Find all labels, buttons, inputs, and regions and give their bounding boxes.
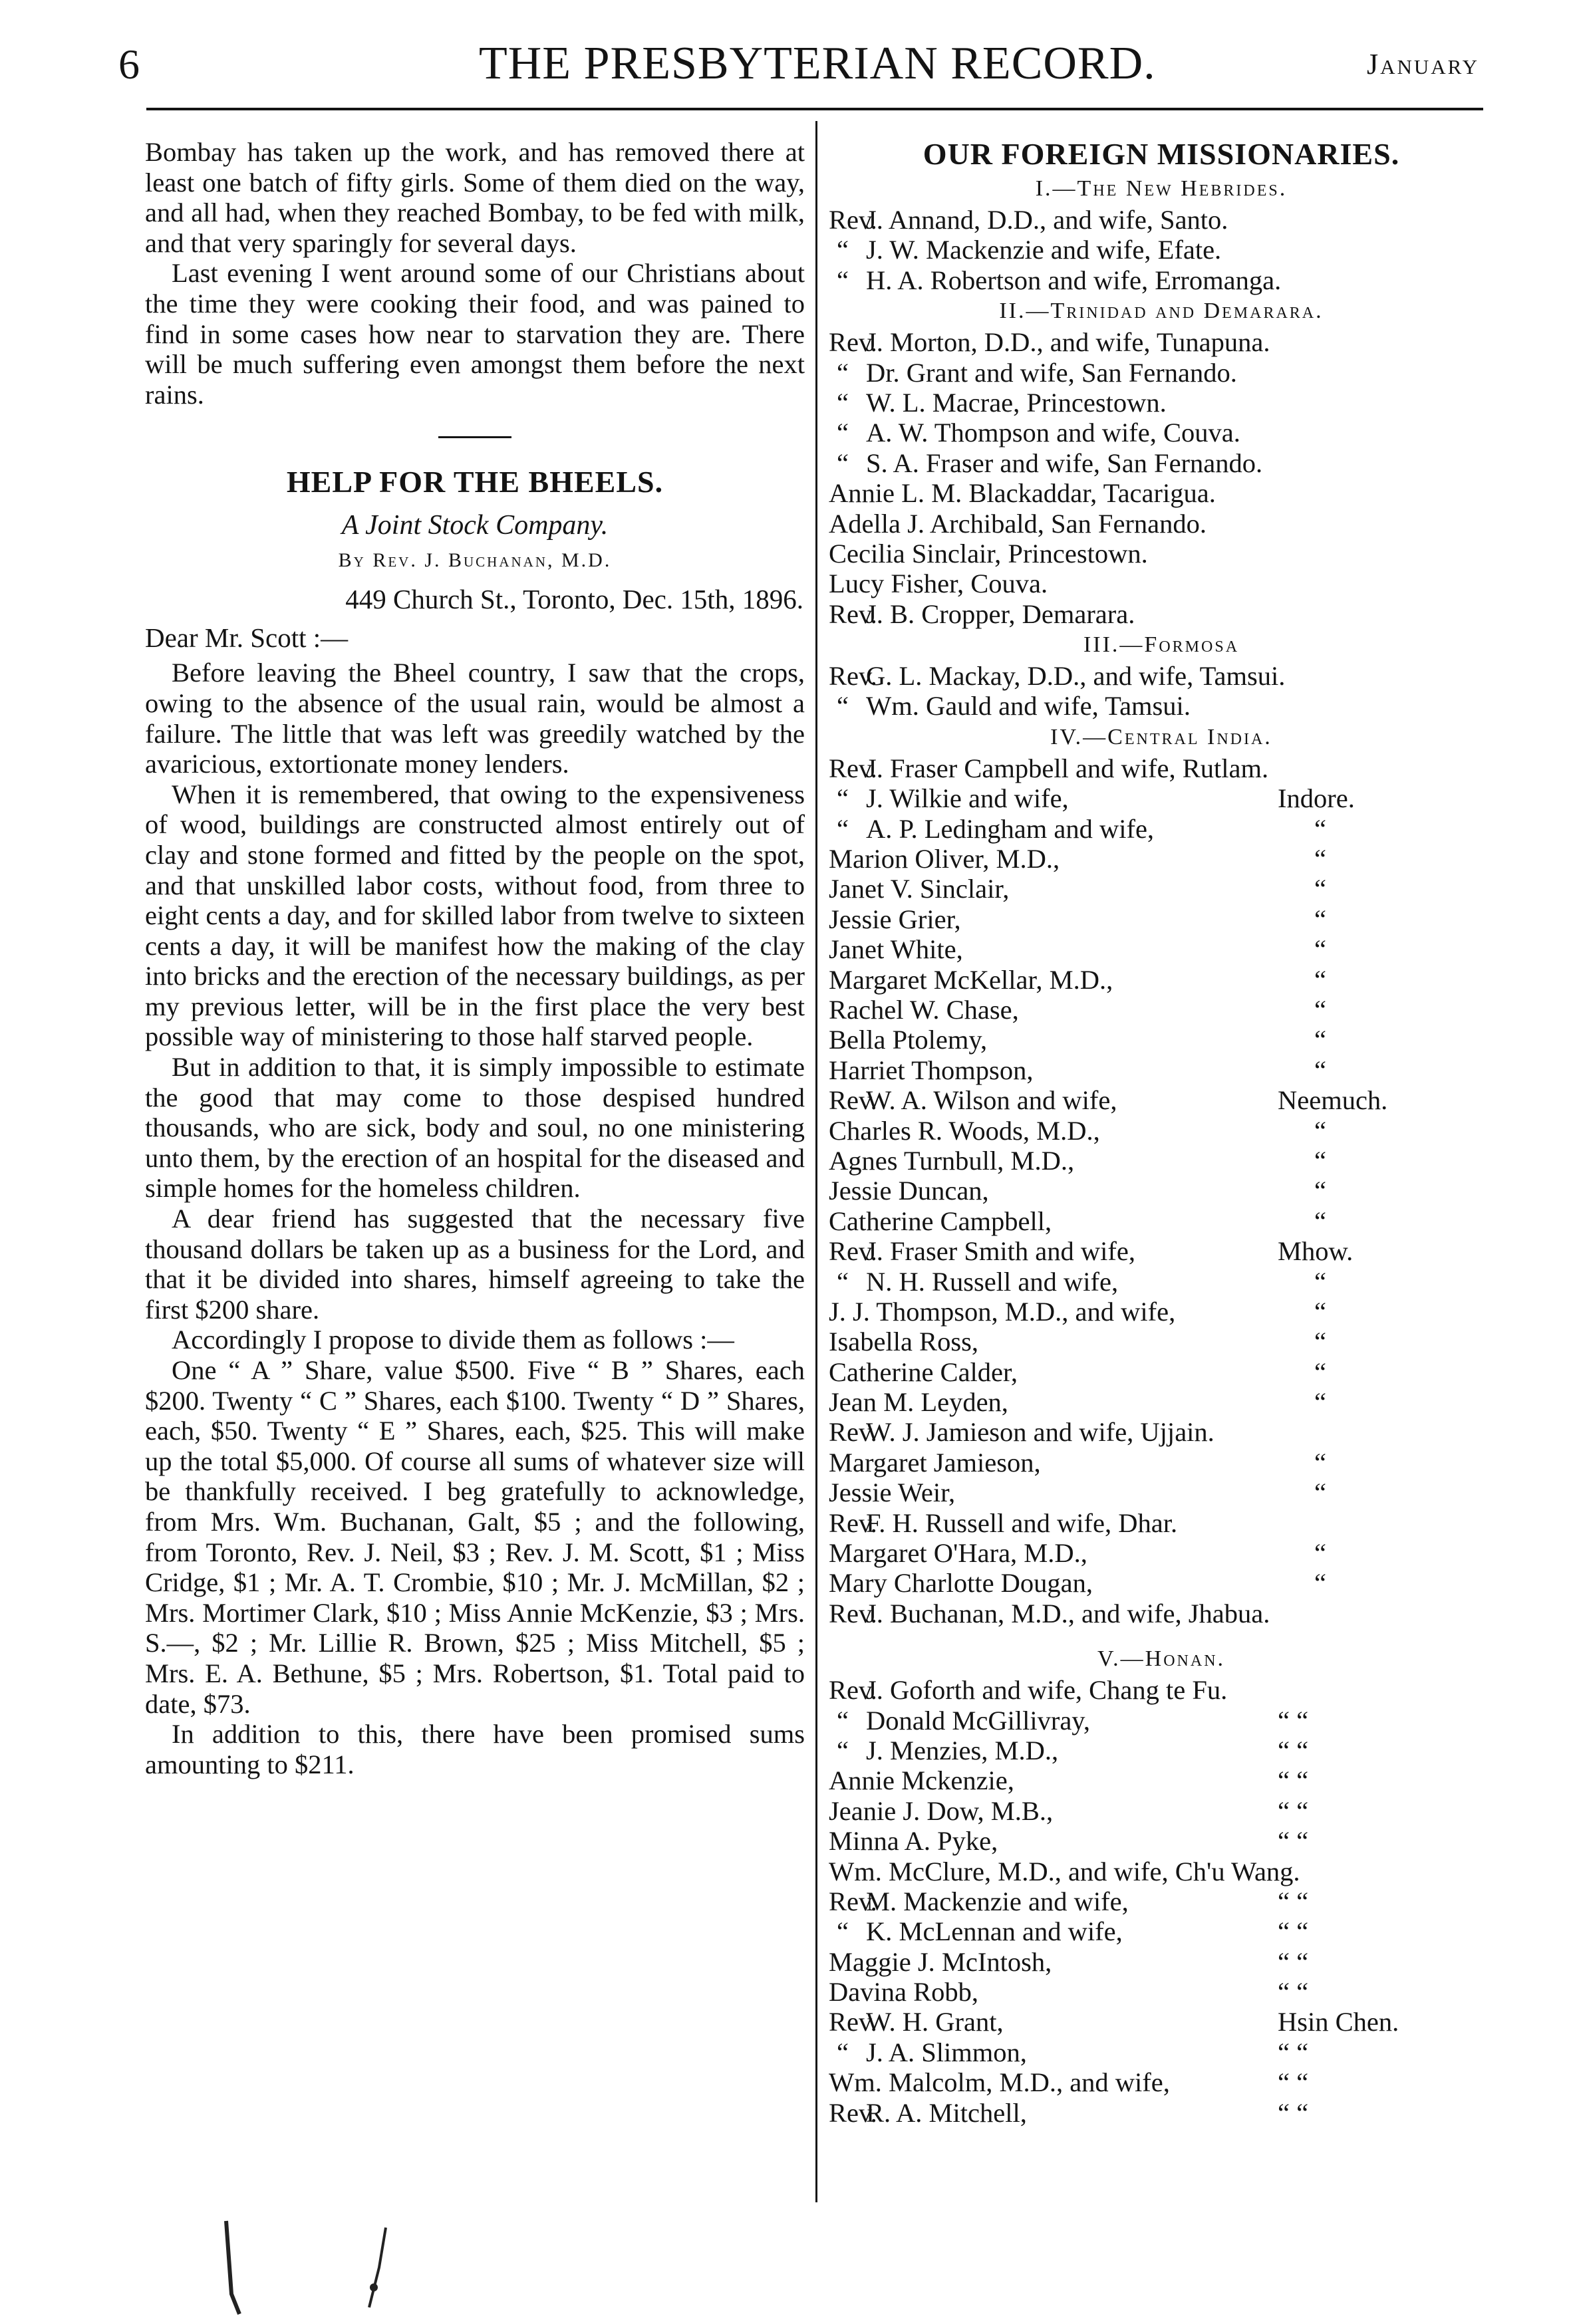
entry-location: “ “ xyxy=(1278,1977,1309,2007)
entry-prefix: “ xyxy=(837,448,849,478)
region-heading: III.—Formosa xyxy=(1083,632,1240,658)
entry-location: “ “ xyxy=(1278,2097,1309,2128)
entry-name: J. Fraser Smith and wife, xyxy=(866,1236,1135,1267)
missionary-regions xyxy=(829,174,1494,2128)
entry-location: “ “ xyxy=(1278,1946,1309,1977)
running-title: THE PRESBYTERIAN RECORD. xyxy=(479,38,1156,89)
missionary-entry xyxy=(829,1448,1494,1478)
entry-location: Mhow. xyxy=(1278,1236,1354,1267)
entry-prefix: “ xyxy=(837,1266,849,1297)
missionary-entry xyxy=(829,1796,1494,1826)
region-heading: V.—Honan. xyxy=(1097,1646,1226,1672)
entry-prefix: Rev. xyxy=(829,1236,877,1267)
entry-prefix: “ xyxy=(837,387,849,418)
entry-location: “ xyxy=(1314,1478,1326,1508)
missionary-entry xyxy=(829,205,1494,235)
entry-name: J. Wilkie and wife, xyxy=(866,783,1069,814)
missionary-entry xyxy=(829,2098,1494,2128)
missionary-entry xyxy=(829,235,1494,265)
page-number: 6 xyxy=(118,41,140,88)
entry-location: “ xyxy=(1314,813,1326,844)
article-paragraph: But in addition to that, it is simply impossible to estimate the good that may come to those despised hundred thousands, who are sick, body and soul, no one ministering unto them, by the erection of an hospital for the diseased and simple homes for the homeless children. xyxy=(145,1052,805,1204)
entry-location: “ “ xyxy=(1278,1886,1309,1916)
entry-prefix: “ xyxy=(837,1735,849,1765)
entry-prefix: Rev. xyxy=(829,753,877,783)
entry-location: “ “ xyxy=(1278,1735,1309,1765)
missionary-entry xyxy=(829,1146,1494,1176)
entry-name: Rachel W. Chase, xyxy=(829,994,1019,1025)
entry-prefix: Rev. xyxy=(829,2097,877,2128)
entry-prefix: “ xyxy=(837,357,849,388)
entry-location: “ xyxy=(1314,1055,1326,1085)
entry-name: A. W. Thompson and wife, Couva. xyxy=(866,418,1240,448)
missionary-entry xyxy=(829,448,1494,478)
missionary-entry xyxy=(829,1675,1494,1705)
missionary-entry xyxy=(829,1947,1494,1977)
entry-name: S. A. Fraser and wife, San Fernando. xyxy=(866,448,1263,478)
entry-prefix: Rev. xyxy=(829,1886,877,1916)
entry-name: Cecilia Sinclair, Princestown. xyxy=(829,538,1148,569)
entry-name: W. H. Grant, xyxy=(866,2007,1004,2037)
entry-name: J. Annand, D.D., and wife, Santo. xyxy=(866,205,1228,235)
entry-name: A. P. Ledingham and wife, xyxy=(866,813,1155,844)
missionary-entry xyxy=(829,1025,1494,1055)
missionary-entry xyxy=(829,2037,1494,2067)
entry-name: Lucy Fisher, Couva. xyxy=(829,569,1048,599)
missionary-entry xyxy=(829,934,1494,964)
intro-paragraph: Last evening I went around some of our Christians about the time they were cooking their food, and was pained to find in some cases how near to starvation they are. There will be much suffering even amongst them before the next rains. xyxy=(145,258,805,410)
entry-name: J. Buchanan, M.D., and wife, Jhabua. xyxy=(866,1598,1270,1628)
entry-name: G. L. Mackay, D.D., and wife, Tamsui. xyxy=(866,661,1286,692)
entry-location: “ xyxy=(1314,1176,1326,1206)
missionary-entry xyxy=(829,783,1494,813)
entry-name: Janet V. Sinclair, xyxy=(829,874,1010,904)
entry-name: Mary Charlotte Dougan, xyxy=(829,1568,1093,1599)
entry-prefix: “ xyxy=(837,235,849,265)
entry-name: R. A. Mitchell, xyxy=(866,2097,1027,2128)
article-paragraph: Before leaving the Bheel country, I saw that the crops, owing to the absence of the usual rain, would be almost a failure. The little that was left was greedily watched by the avaricious, extortionate money lenders. xyxy=(145,658,805,779)
entry-name: Adella J. Archibald, San Fernando. xyxy=(829,508,1207,539)
article-subtitle: A Joint Stock Company. xyxy=(341,510,609,541)
missionary-entry xyxy=(829,1886,1494,1916)
entry-name: Annie Mckenzie, xyxy=(829,1765,1014,1796)
entry-location: “ xyxy=(1314,1115,1326,1146)
entry-location: “ xyxy=(1314,1568,1326,1599)
entry-location: “ xyxy=(1314,1327,1326,1357)
entry-location: “ xyxy=(1314,994,1326,1025)
entry-name: K. McLennan and wife, xyxy=(866,1916,1123,1947)
entry-location: “ xyxy=(1314,904,1326,934)
entry-prefix: “ xyxy=(837,1916,849,1947)
entry-location: “ xyxy=(1314,1206,1326,1236)
entry-prefix: Rev. xyxy=(829,1417,877,1448)
entry-name: Janet White, xyxy=(829,934,963,965)
entry-name: Minna A. Pyke, xyxy=(829,1826,998,1857)
entry-location: “ xyxy=(1314,934,1326,965)
letter-salutation: Dear Mr. Scott :— xyxy=(145,622,349,654)
article-paragraph: Accordingly I propose to divide them as follows :— xyxy=(172,1325,734,1355)
entry-name: Jessie Grier, xyxy=(829,904,961,934)
entry-name: Harriet Thompson, xyxy=(829,1055,1034,1085)
article-byline: By Rev. J. Buchanan, M.D. xyxy=(338,549,612,572)
article-paragraph: One “ A ” Share, value $500. Five “ B ” Shares, each $200. Twenty “ C ” Shares, each $100. Twenty “ D ” Shares, each, $50. Twenty “ E ” Shares, each, $25. This will make up the total $5,000. Of course all sums of whatever size will be thankfully received. I beg gratefully to acknowledge, from Mrs. Wm. Buchanan, Galt, $5 ; and the following, from Toronto, Rev. J. Neil, $3 ; Rev. J. M. Scott, $1 ; Miss Cridge, $1 ; Mr. A. T. Crombie, $10 ; Mr. J. McMillan, $2 ; Mrs. Mortimer Clark, $10 ; Miss Annie McKenzie, $3 ; Mrs. S.—, $2 ; Mr. Lillie R. Brown, $25 ; Miss Mitchell, $5 ; Mrs. E. A. Bethune, $5 ; Mrs. Robertson, $1. Total paid to date, $73. xyxy=(145,1355,805,1719)
entry-name: Bella Ptolemy, xyxy=(829,1025,988,1055)
missionary-entry xyxy=(829,1206,1494,1236)
entry-name: J. J. Thompson, M.D., and wife, xyxy=(829,1296,1176,1327)
entry-location: “ xyxy=(1314,1447,1326,1478)
entry-location: Indore. xyxy=(1278,783,1355,814)
entry-location: “ xyxy=(1314,964,1326,995)
pencil-mark-icon xyxy=(219,2214,499,2321)
entry-location: “ “ xyxy=(1278,1765,1309,1796)
article-paragraph: In addition to this, there have been promised sums amounting to $211. xyxy=(145,1719,805,1779)
entry-location: “ xyxy=(1314,1266,1326,1297)
entry-prefix: Rev. xyxy=(829,205,877,235)
missionary-entry xyxy=(829,1478,1494,1507)
article-paragraph: When it is remembered, that owing to the expensiveness of wood, buildings are constructed almost entirely out of clay and stone formed and fitted by the people on the spot, and that unskilled labor costs, without food, from three to eight cents a day, and for skilled labor from twelve to sixteen cents a day, it will be manifest how the making of the clay into bricks and the erection of the necessary buildings, as per my previous letter, will be in the first place the very best possible way of ministering to those half starved people. xyxy=(145,779,805,1052)
entry-location: “ xyxy=(1314,1538,1326,1569)
missionary-entry xyxy=(829,844,1494,874)
right-column xyxy=(829,137,1494,2128)
missionary-entry xyxy=(829,1857,1494,1886)
entry-name: Margaret McKellar, M.D., xyxy=(829,964,1113,995)
left-column xyxy=(145,137,805,1779)
missionary-entry xyxy=(829,1599,1494,1628)
missionary-entry xyxy=(829,2067,1494,2097)
entry-prefix: “ xyxy=(837,418,849,448)
entry-name: Catherine Calder, xyxy=(829,1356,1018,1387)
entry-name: J. Morton, D.D., and wife, Tunapuna. xyxy=(866,327,1270,358)
missionary-entry xyxy=(829,569,1494,598)
letter-dateline: 449 Church St., Toronto, Dec. 15th, 1896. xyxy=(345,584,803,615)
entry-name: Margaret O'Hara, M.D., xyxy=(829,1538,1087,1569)
missionary-entry xyxy=(829,1568,1494,1598)
entry-name: Jean M. Leyden, xyxy=(829,1387,1008,1418)
entry-name: Annie L. M. Blackaddar, Tacarigua. xyxy=(829,478,1216,509)
entry-name: Dr. Grant and wife, San Fernando. xyxy=(866,357,1237,388)
entry-name: W. L. Macrae, Princestown. xyxy=(866,387,1167,418)
missionary-entry xyxy=(829,599,1494,629)
entry-name: W. A. Wilson and wife, xyxy=(866,1085,1117,1116)
missionary-entry xyxy=(829,478,1494,508)
entry-name: Jessie Weir, xyxy=(829,1478,956,1508)
missionary-entry xyxy=(829,1508,1494,1538)
missionary-entry xyxy=(829,327,1494,357)
missionary-entry xyxy=(829,753,1494,783)
entry-location: “ xyxy=(1314,1145,1326,1176)
region-heading: II.—Trinidad and Demarara. xyxy=(999,299,1324,324)
header-rule xyxy=(146,108,1483,110)
entry-name: Jeanie J. Dow, M.B., xyxy=(829,1795,1054,1826)
missionary-entry xyxy=(829,1706,1494,1736)
missionary-entry xyxy=(829,2007,1494,2037)
entry-name: Maggie J. McIntosh, xyxy=(829,1946,1052,1977)
entry-name: Charles R. Woods, M.D., xyxy=(829,1115,1100,1146)
entry-name: J. W. Mackenzie and wife, Efate. xyxy=(866,235,1222,265)
section-divider xyxy=(438,436,511,438)
entry-location: “ “ xyxy=(1278,1705,1309,1736)
entry-location: “ xyxy=(1314,1296,1326,1327)
missionary-entry xyxy=(829,539,1494,569)
missionary-entry xyxy=(829,1327,1494,1356)
entry-name: J. Goforth and wife, Chang te Fu. xyxy=(866,1675,1228,1706)
entry-name: J. A. Slimmon, xyxy=(866,2037,1027,2067)
entry-name: W. J. Jamieson and wife, Ujjain. xyxy=(866,1417,1214,1448)
entry-name: Margaret Jamieson, xyxy=(829,1447,1041,1478)
entry-location: “ “ xyxy=(1278,2067,1309,2098)
missionary-entry xyxy=(829,418,1494,448)
entry-name: Wm. Malcolm, M.D., and wife, xyxy=(829,2067,1170,2098)
column-divider xyxy=(815,121,817,2202)
entry-location: “ xyxy=(1314,844,1326,874)
missionary-entry xyxy=(829,1297,1494,1327)
entry-name: Donald McGillivray, xyxy=(866,1705,1091,1736)
entry-name: H. A. Robertson and wife, Erromanga. xyxy=(866,265,1282,295)
entry-prefix: “ xyxy=(837,1705,849,1736)
missionary-entry xyxy=(829,1236,1494,1266)
missionary-entry xyxy=(829,1085,1494,1115)
missionary-entry xyxy=(829,874,1494,904)
entry-location: “ “ xyxy=(1278,1795,1309,1826)
missionary-entry xyxy=(829,1417,1494,1447)
entry-name: F. H. Russell and wife, Dhar. xyxy=(866,1507,1178,1538)
entry-location: Hsin Chen. xyxy=(1278,2007,1399,2037)
missionary-entry xyxy=(829,388,1494,418)
missionary-entry xyxy=(829,1387,1494,1417)
missionary-entry xyxy=(829,265,1494,295)
entry-name: J. Menzies, M.D., xyxy=(866,1735,1059,1765)
entry-location: “ xyxy=(1314,1356,1326,1387)
running-month: January xyxy=(1367,48,1480,80)
entry-location: “ xyxy=(1314,874,1326,904)
entry-location: Neemuch. xyxy=(1278,1085,1388,1116)
entry-location: “ xyxy=(1314,1387,1326,1418)
missionary-entry xyxy=(829,1176,1494,1206)
missionary-entry xyxy=(829,995,1494,1025)
missionary-entry xyxy=(829,1538,1494,1568)
entry-prefix: Rev. xyxy=(829,1675,877,1706)
entry-name: J. B. Cropper, Demarara. xyxy=(866,598,1135,629)
entry-prefix: “ xyxy=(837,2037,849,2067)
missionary-entry xyxy=(829,691,1494,721)
missionary-entry xyxy=(829,1267,1494,1297)
missionary-entry xyxy=(829,661,1494,691)
entry-name: Wm. Gauld and wife, Tamsui. xyxy=(866,691,1191,721)
missionary-entry xyxy=(829,1736,1494,1765)
entry-location: “ xyxy=(1314,1025,1326,1055)
missionary-entry xyxy=(829,1357,1494,1387)
missionary-entry xyxy=(829,1977,1494,2007)
entry-prefix: Rev. xyxy=(829,2007,877,2037)
entry-name: N. H. Russell and wife, xyxy=(866,1266,1119,1297)
entry-location: “ “ xyxy=(1278,1916,1309,1947)
entry-prefix: Rev. xyxy=(829,1598,877,1628)
entry-name: Isabella Ross, xyxy=(829,1327,978,1357)
entry-name: M. Mackenzie and wife, xyxy=(866,1886,1129,1916)
entry-location: “ “ xyxy=(1278,2037,1309,2067)
entry-name: Marion Oliver, M.D., xyxy=(829,844,1060,874)
entry-name: Catherine Campbell, xyxy=(829,1206,1052,1236)
missionary-entry xyxy=(829,904,1494,934)
missionary-entry xyxy=(829,965,1494,995)
intro-paragraph: Bombay has taken up the work, and has removed there at least one batch of fifty girls. Some of them died on the way, and all had, when they reached Bombay, to be fed with milk, and that very sparingly for several days. xyxy=(145,137,805,258)
entry-name: Agnes Turnbull, M.D., xyxy=(829,1145,1075,1176)
entry-name: Davina Robb, xyxy=(829,1977,978,2007)
entry-name: Jessie Duncan, xyxy=(829,1176,989,1206)
missionary-entry xyxy=(829,1826,1494,1856)
entry-prefix: “ xyxy=(837,691,849,721)
entry-prefix: “ xyxy=(837,265,849,295)
entry-name: J. Fraser Campbell and wife, Rutlam. xyxy=(866,753,1269,783)
entry-prefix: Rev. xyxy=(829,1085,877,1116)
region-heading: IV.—Central India. xyxy=(1050,724,1272,749)
entry-name: Wm. McClure, M.D., and wife, Ch'u Wang. xyxy=(829,1856,1300,1886)
article-paragraph: A dear friend has suggested that the necessary five thousand dollars be taken up as a business for the Lord, and that it be divided into shares, himself agreeing to take the first $200 share. xyxy=(145,1204,805,1325)
region-spacer xyxy=(829,1628,1494,1643)
entry-prefix: Rev. xyxy=(829,598,877,629)
entry-prefix: “ xyxy=(837,783,849,814)
missionary-entry xyxy=(829,1916,1494,1946)
entry-prefix: Rev. xyxy=(829,327,877,358)
entry-prefix: Rev. xyxy=(829,661,877,692)
missionary-entry xyxy=(829,814,1494,844)
entry-location: “ “ xyxy=(1278,1826,1309,1857)
missionary-entry xyxy=(829,509,1494,539)
missionaries-title: OUR FOREIGN MISSIONARIES. xyxy=(923,137,1400,171)
article-title: HELP FOR THE BHEELS. xyxy=(286,465,664,499)
region-heading: I.—The New Hebrides. xyxy=(1035,176,1288,201)
missionary-entry xyxy=(829,1116,1494,1146)
missionary-entry xyxy=(829,1765,1494,1795)
missionary-entry xyxy=(829,1055,1494,1085)
entry-prefix: Rev. xyxy=(829,1507,877,1538)
missionary-entry xyxy=(829,358,1494,388)
entry-prefix: “ xyxy=(837,813,849,844)
